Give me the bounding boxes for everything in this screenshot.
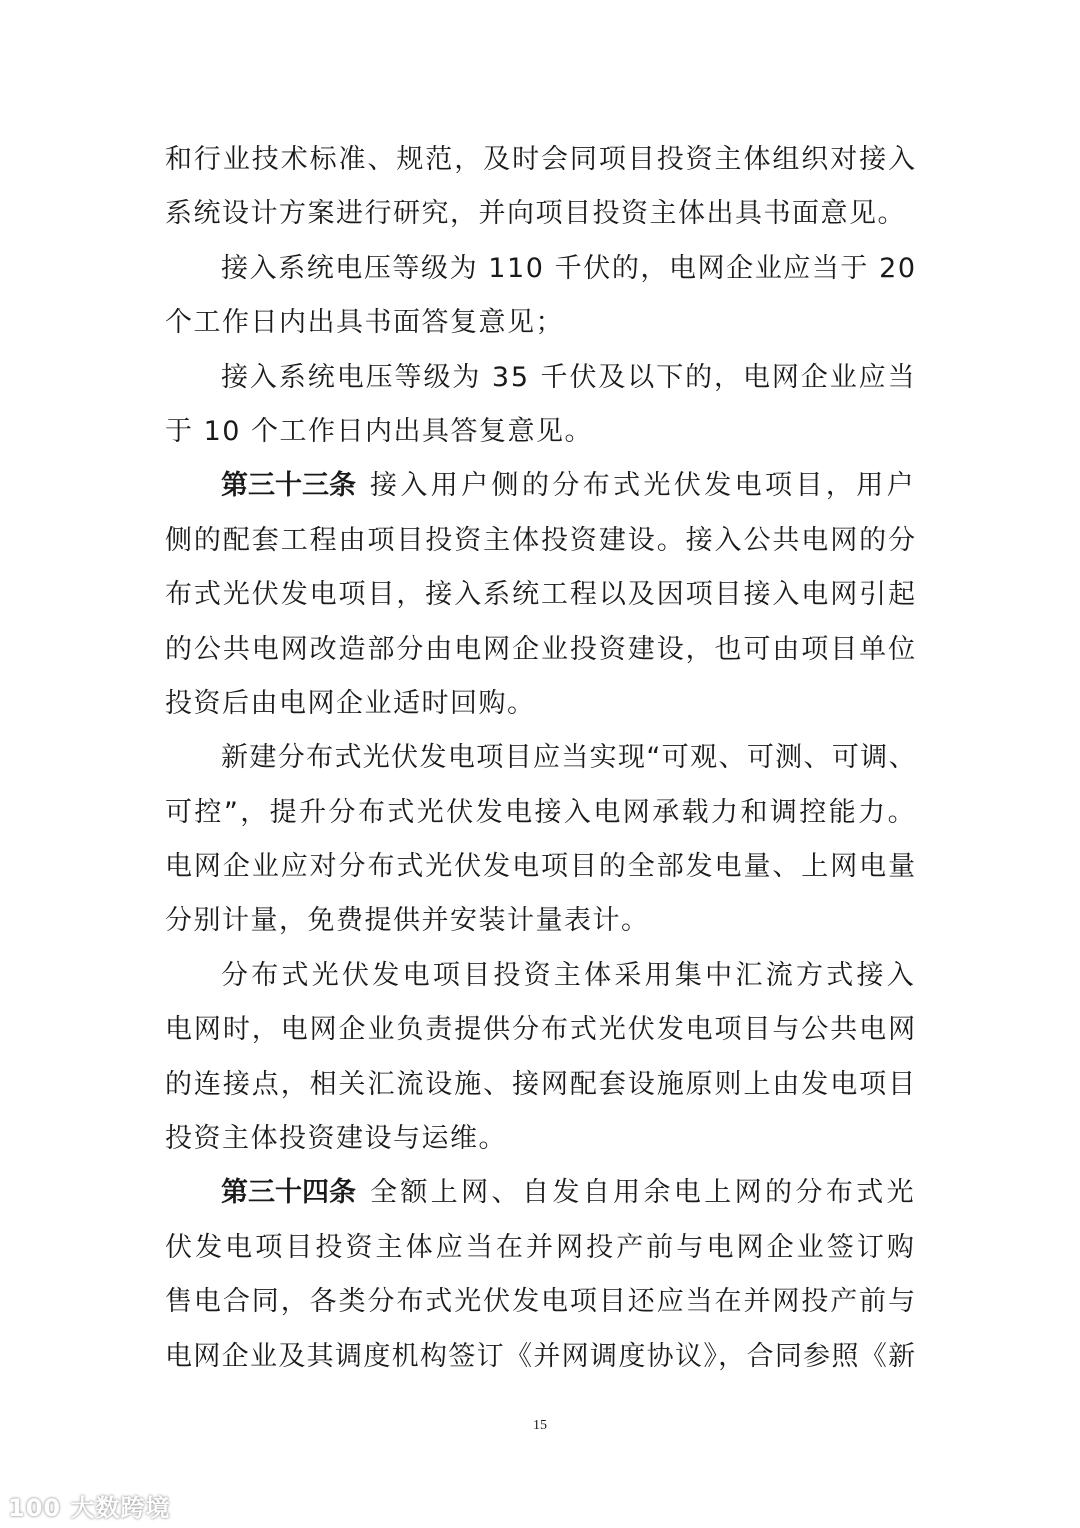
line-text: 于 10 个工作日内出具答复意见。 (165, 415, 594, 447)
text-line (165, 1173, 917, 1227)
text-line (165, 249, 917, 303)
line-text: 的连接点，相关汇流设施、接网配套设施原则上由发电项目 (165, 1068, 917, 1100)
line-text: 新建分布式光伏发电项目应当实现“可观、可测、可调、 (221, 742, 917, 774)
line-text: 可控”，提升分布式光伏发电接入电网承载力和调控能力。 (165, 796, 917, 828)
text-line (165, 738, 917, 792)
article-heading: 第三十三条 (221, 470, 356, 502)
text-line (165, 194, 917, 248)
text-line (165, 575, 917, 629)
line-text: 和行业技术标准、规范，及时会同项目投资主体组织对接入 (165, 144, 917, 175)
line-text: 接入系统电压等级为 35 千伏及以下的，电网企业应当 (221, 361, 917, 393)
line-text: 投资主体投资建设与运维。 (165, 1123, 507, 1155)
line-text: 售电合同，各类分布式光伏发电项目还应当在并网投产前与 (165, 1286, 917, 1318)
text-line (165, 793, 917, 847)
text-line (165, 521, 917, 575)
text-line (165, 303, 917, 357)
text-line (165, 1228, 917, 1282)
line-text: 分别计量，免费提供并安装计量表计。 (165, 905, 650, 937)
line-text: 布式光伏发电项目，接入系统工程以及因项目接入电网引起 (165, 579, 917, 611)
text-line (165, 140, 917, 194)
line-text: 侧的配套工程由项目投资主体投资建设。接入公共电网的分 (165, 524, 917, 556)
line-text: 的公共电网改造部分由电网企业投资建设，也可由项目单位 (165, 633, 917, 665)
text-line (165, 956, 917, 1010)
text-line (165, 1337, 917, 1391)
line-text: 伏发电项目投资主体应当在并网投产前与电网企业签订购 (165, 1231, 917, 1263)
watermark-text: 大数跨境 (70, 1494, 171, 1522)
text-line (165, 684, 917, 738)
text-line (165, 1119, 917, 1173)
text-line (165, 847, 917, 901)
line-text: 投资后由电网企业适时回购。 (165, 687, 536, 719)
line-text: 个工作日内出具书面答复意见； (165, 307, 564, 339)
text-line (165, 901, 917, 955)
watermark-logo: 100 (8, 1494, 62, 1522)
text-line (165, 358, 917, 412)
line-text: 电网企业应对分布式光伏发电项目的全部发电量、上网电量 (165, 851, 917, 883)
line-text: 全额上网、自发自用余电上网的分布式光 (370, 1177, 917, 1209)
article-heading: 第三十四条 (221, 1177, 356, 1209)
text-line (165, 466, 917, 520)
line-text: 接入用户侧的分布式光伏发电项目，用户 (370, 470, 917, 502)
text-line (165, 1010, 917, 1064)
line-text: 接入系统电压等级为 110 千伏的，电网企业应当于 20 (221, 252, 917, 284)
line-text: 分布式光伏发电项目投资主体采用集中汇流方式接入 (221, 959, 917, 991)
page-number: 15 (533, 1418, 547, 1433)
watermark (8, 1488, 170, 1523)
text-line (165, 1282, 917, 1336)
line-text: 电网时，电网企业负责提供分布式光伏发电项目与公共电网 (165, 1014, 917, 1046)
text-line (165, 1065, 917, 1119)
text-line (165, 412, 917, 466)
line-text: 电网企业及其调度机构签订《并网调度协议》，合同参照《新 (165, 1340, 917, 1372)
document-body (165, 140, 917, 1391)
text-line (165, 630, 917, 684)
line-text: 系统设计方案进行研究，并向项目投资主体出具书面意见。 (165, 198, 906, 230)
